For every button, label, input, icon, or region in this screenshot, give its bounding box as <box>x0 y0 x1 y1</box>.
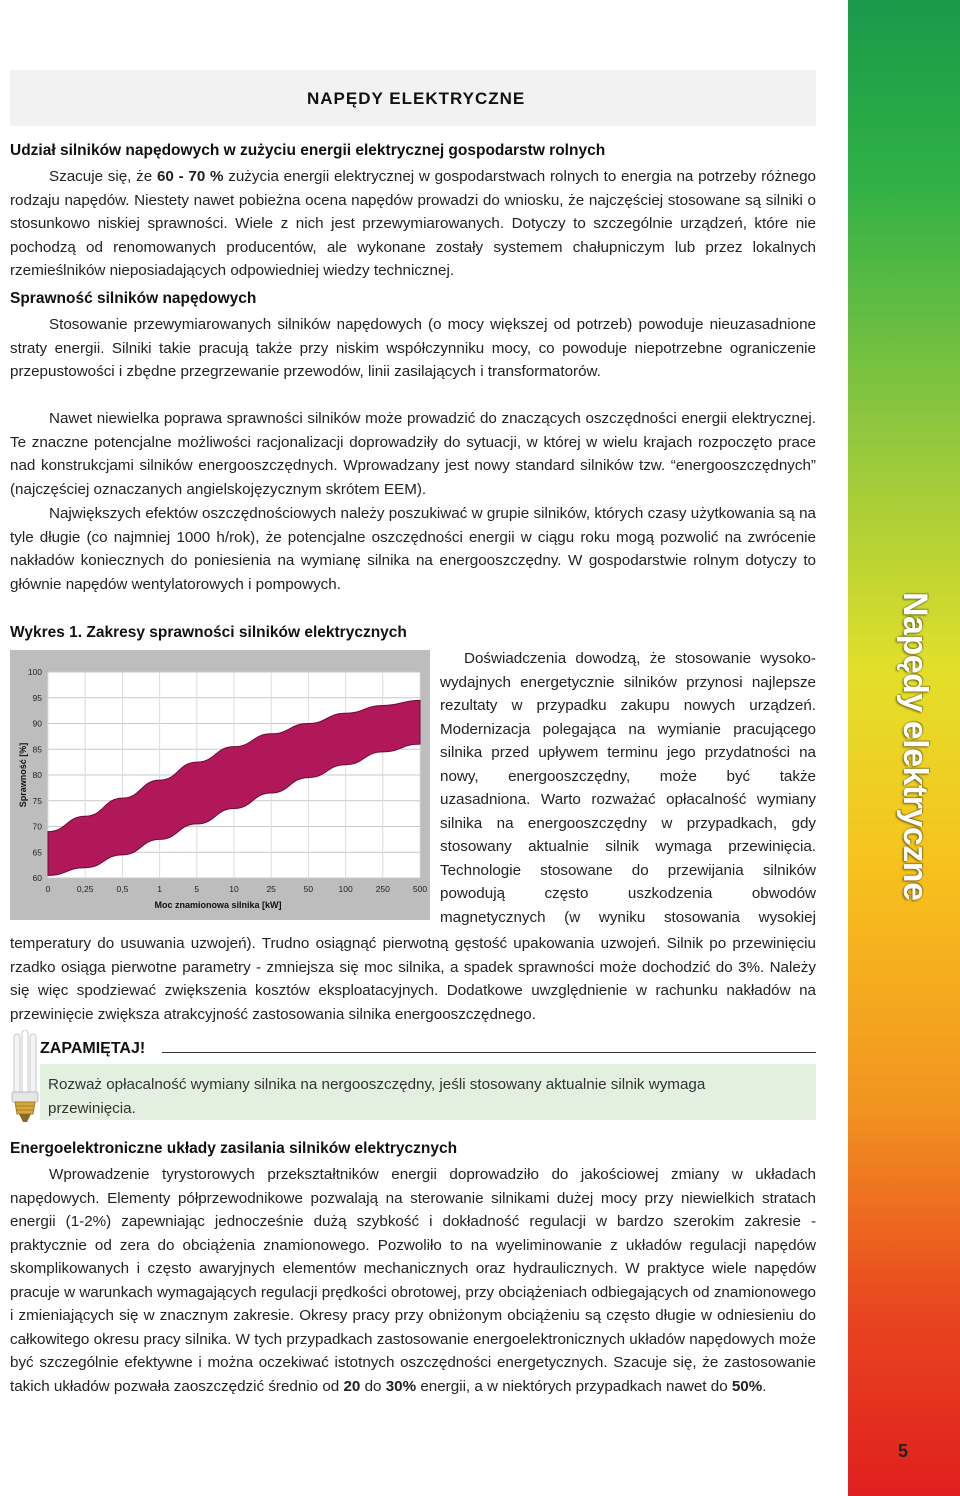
chart-side-text <box>440 647 816 929</box>
remember-text: Rozważ opłacalność wymiany silnika na nergooszczędny, jeśli stosowany aktualnie silnik wymaga przewinięcia. <box>48 1076 706 1117</box>
y-tick-label: 75 <box>32 795 42 806</box>
y-axis-label: Sprawność [%] <box>18 742 28 808</box>
side-text-line: silnika na energooszczędny w przypadkach, gdy <box>440 814 816 832</box>
x-tick-label: 10 <box>229 884 239 894</box>
x-tick-label: 50 <box>303 884 314 894</box>
paragraph-efficiency-3: Największych efektów oszczędnościowych należy poszukiwać w grupie silników, których czasy użytkowania są na tyle długie (co najmniej 1000 h/rok), że potencjalne oszczędności energii w ciągu roku mogą pozwolić na zwrócenie nakładów koniecznych do poniesienia na wymianę silnika na energooszczędny. W gospodarstwie rolnym dotyczy to głównie napędów wentylatorowych i pompowych. <box>10 505 816 593</box>
side-text-line: uzasadniona. Warto rozważać opłacalność wymiany <box>440 791 816 808</box>
side-text-line: wydajnych energetycznie silników przynosi najlepsze <box>440 673 816 691</box>
x-tick-label: 0,5 <box>116 884 129 894</box>
chart-caption: Wykres 1. Zakresy sprawności silników elektrycznych <box>10 624 407 641</box>
section-heading-efficiency: Sprawność silników napędowych <box>10 290 257 307</box>
paragraph-usage: Szacuje się, że 60 - 70 % zużycia energii elektrycznej w gospodarstwach rolnych to energia na potrzeby różnego rodzaju napędów. Niestety nawet pobieżna ocena napędów prowadzi do wniosku, że najczęściej stosowane są silniki o stosunkowo niskiej sprawności. Wiele z nich jest przewymiarowanych. Dotyczy to szczególnie urządzeń, które nie pochodzą od renomowanych producentów, ale wykonane zostały systemem chałupniczym lub przez lokalnych rzemieślników nieposiadających odpowiedniej wiedzy technicznej. <box>10 168 816 279</box>
side-text-line: nowy, energooszczędny, może być także <box>440 767 816 785</box>
page-number: 5 <box>898 1441 909 1461</box>
x-axis-label: Moc znamionowa silnika [kW] <box>154 900 282 910</box>
x-tick-label: 500 <box>412 884 428 894</box>
side-text-line: Modernizacja polegająca na wymianie pracującego <box>440 720 816 738</box>
x-tick-label: 1 <box>157 884 162 894</box>
y-tick-label: 85 <box>32 744 42 755</box>
efficiency-chart <box>10 650 430 920</box>
side-text-line: rezultaty w przypadku zakupu nowych urządzeń. <box>440 697 816 714</box>
y-tick-label: 95 <box>32 692 42 703</box>
paragraph-efficiency-2: Nawet niewielka poprawa sprawności silników może prowadzić do znaczących oszczędności energii elektrycznej. Te znaczne potencjalne możliwości racjonalizacji doprowadziły do sytuacji, w której w wielu krajach rozpoczęto prace nad konstrukcjami silników energooszczędnych. Wprowadzany jest nowy standard silników tzw. “energooszczędnych” (najczęściej oznaczanych angielskojęzycznym skrótem EEM). <box>10 410 816 498</box>
y-tick-label: 60 <box>32 873 42 883</box>
divider <box>162 1052 816 1053</box>
x-tick-label: 5 <box>194 884 200 894</box>
y-tick-label: 65 <box>32 847 42 858</box>
paragraph-power-electronics: Wprowadzenie tyrystorowych przekształtników energii doprowadziło do jakościowej zmiany w układach napędowych. Elementy półprzewodnikowe pozwalają na sterowanie silnikami dużej mocy przy niewielkich stratach energii (1-2%) zapewniając jednocześnie dużą szybkość i dokładność regulacji w bardzo szerokim zakresie - praktycznie od zera do obciążenia znamionowego. Pozwoliło to na wyeliminowanie z układów regulacji napędów skomplikowanych i często awaryjnych elementów mechanicznych oraz hydraulicznych. W praktyce wiele napędów pracuje w warunkach wymagających regulacji prędkości obrotowej, przy obciążeniach odbiegających od znamionowego i zmieniających się w znacznym zakresie. Okresy pracy przy obniżonym obciążeniu są często długie w odniesieniu do całkowitego okresu pracy silnika. W tych przypadkach zastosowanie energoelektronicznych układów napędowych może być szczególnie efektywne i można oczekiwać istotnych oszczędności energetycznych. Szacuje się, że zastosowanie takich układów pozwała zaoszczędzić średnio od 20 do 30% energii, a w niektórych przypadkach nawet do 50%. <box>10 1166 816 1395</box>
side-text-line: stosowany aktualnie silnik wymaga przewinięcia. <box>440 838 816 855</box>
side-text-line: magnetycznych (w wyniku stosowania wysokiej <box>440 908 816 926</box>
paragraph-rewinding: temperatury do usuwania uzwojeń). Trudno osiągnąć pierwotną gęstość upakowania uzwojeń. Silnik po przewinięciu rzadko osiąga pierwotne parametry - zmniejsza się moc silnika, a spadek sprawności może dochodzić do 3%. Należy się więc spodziewać zwiększenia kosztów eksploatacyjnych. Dodatkowe uwzględnienie w rachunku nakładów na przewinięcie zwiększa atrakcyjność zastosowania silnika energooszczędnego. <box>10 935 816 1023</box>
section-heading-usage: Udział silników napędowych w zużyciu energii elektrycznej gospodarstw rolnych <box>10 142 606 159</box>
paragraph-efficiency-1: Stosowanie przewymiarowanych silników napędowych (o mocy większej od potrzeb) powoduje nieuzasadnione straty energii. Silniki takie pracują także przy niskim współczynniku mocy, co powoduje niepotrzebne ograniczenie przepustowości i zbędne przegrzewanie przewodów, linii zasilających i transformatorów. <box>10 316 816 380</box>
side-text-line: Doświadczenia dowodzą, że stosowanie wysoko- <box>464 650 816 667</box>
x-tick-label: 25 <box>266 884 276 894</box>
y-tick-label: 100 <box>27 667 42 677</box>
x-tick-label: 0,25 <box>76 884 94 894</box>
side-text-line: powodują często uszkodzenia obwodów <box>440 885 816 902</box>
side-text-line: Technologie stosowane do przewijania silników <box>440 861 816 879</box>
remember-title: ZAPAMIĘTAJ! <box>40 1040 146 1057</box>
y-tick-label: 70 <box>32 821 42 832</box>
light-bulb-icon <box>6 1030 44 1126</box>
page-header <box>10 70 816 126</box>
y-tick-label: 80 <box>32 770 42 780</box>
remember-box <box>40 1064 816 1120</box>
section-heading-power-electronics: Energoelektroniczne układy zasilania silników elektrycznych <box>10 1140 458 1157</box>
sidebar-title <box>858 592 950 912</box>
page-title: NAPĘDY ELEKTRYCZNE <box>307 89 526 108</box>
x-tick-label: 100 <box>338 884 353 894</box>
x-tick-label: 0 <box>45 884 51 894</box>
sidebar-title-text: Napędy elektryczne <box>896 592 934 901</box>
x-tick-label: 250 <box>375 884 390 894</box>
y-tick-label: 90 <box>32 718 42 729</box>
side-text-line: silnika przed upływem terminu jego przydatności na <box>440 744 816 761</box>
